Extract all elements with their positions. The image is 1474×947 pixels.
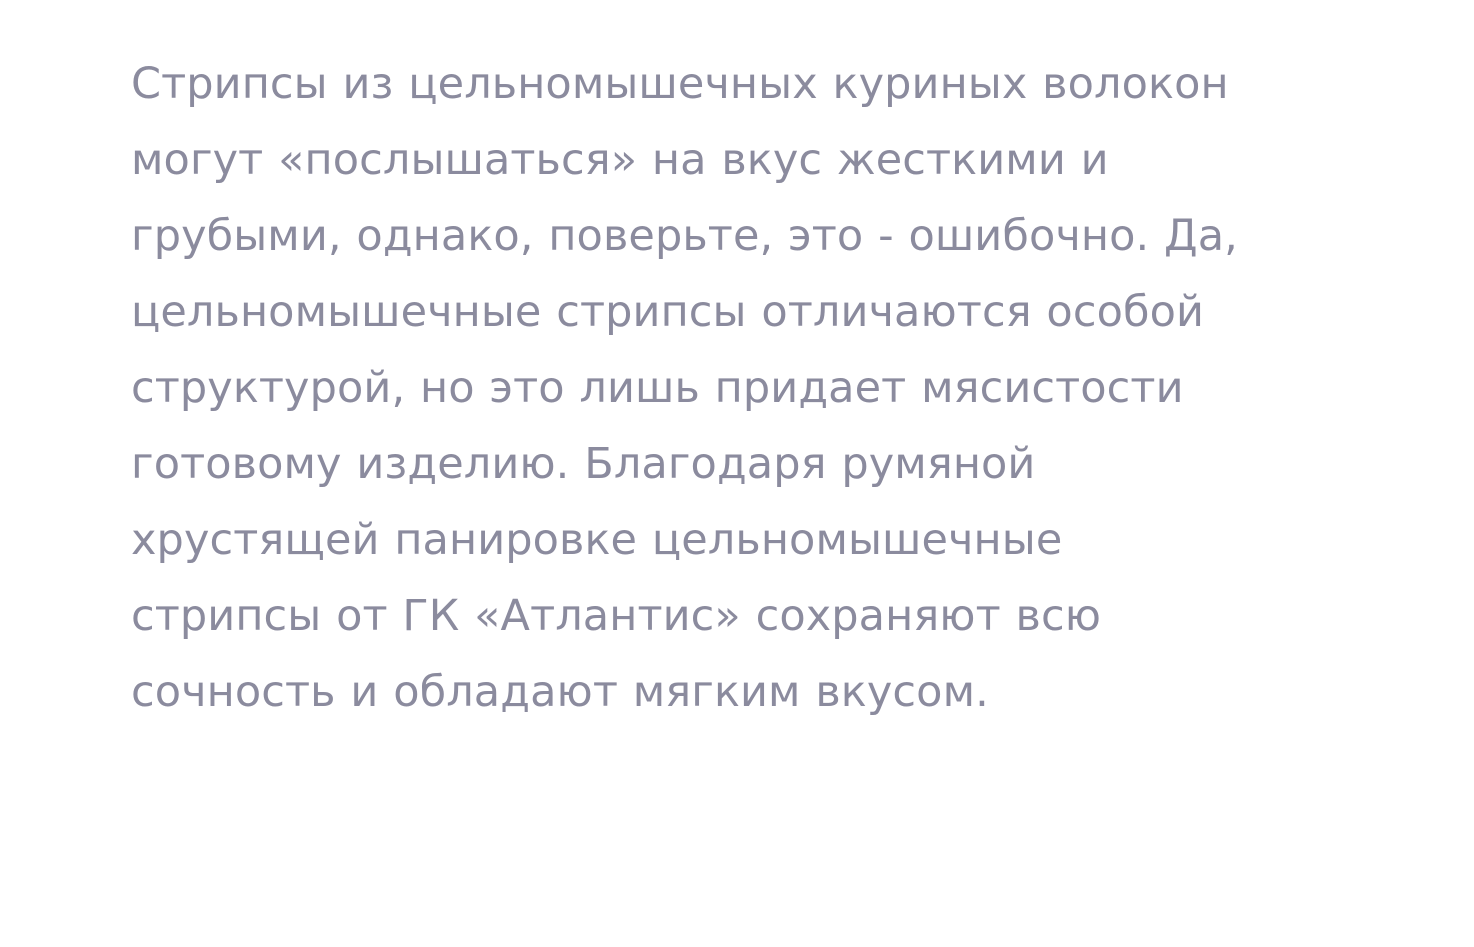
article-paragraph: Стрипсы из цельномышечных куриных волокон могут «послышаться» на вкус жесткими и грубыми, однако, поверьте, это - ошибочно. Да, цельномышечные стрипсы отличаются особой структурой, но это лишь придает мясистости готовому изделию. Благодаря румяной хрустящей панировке цельномышечные стрипсы от ГК «Атлантис» сохраняют всю сочность и обладают мягким вкусом.: [131, 59, 1238, 717]
article-body: [131, 46, 1244, 730]
